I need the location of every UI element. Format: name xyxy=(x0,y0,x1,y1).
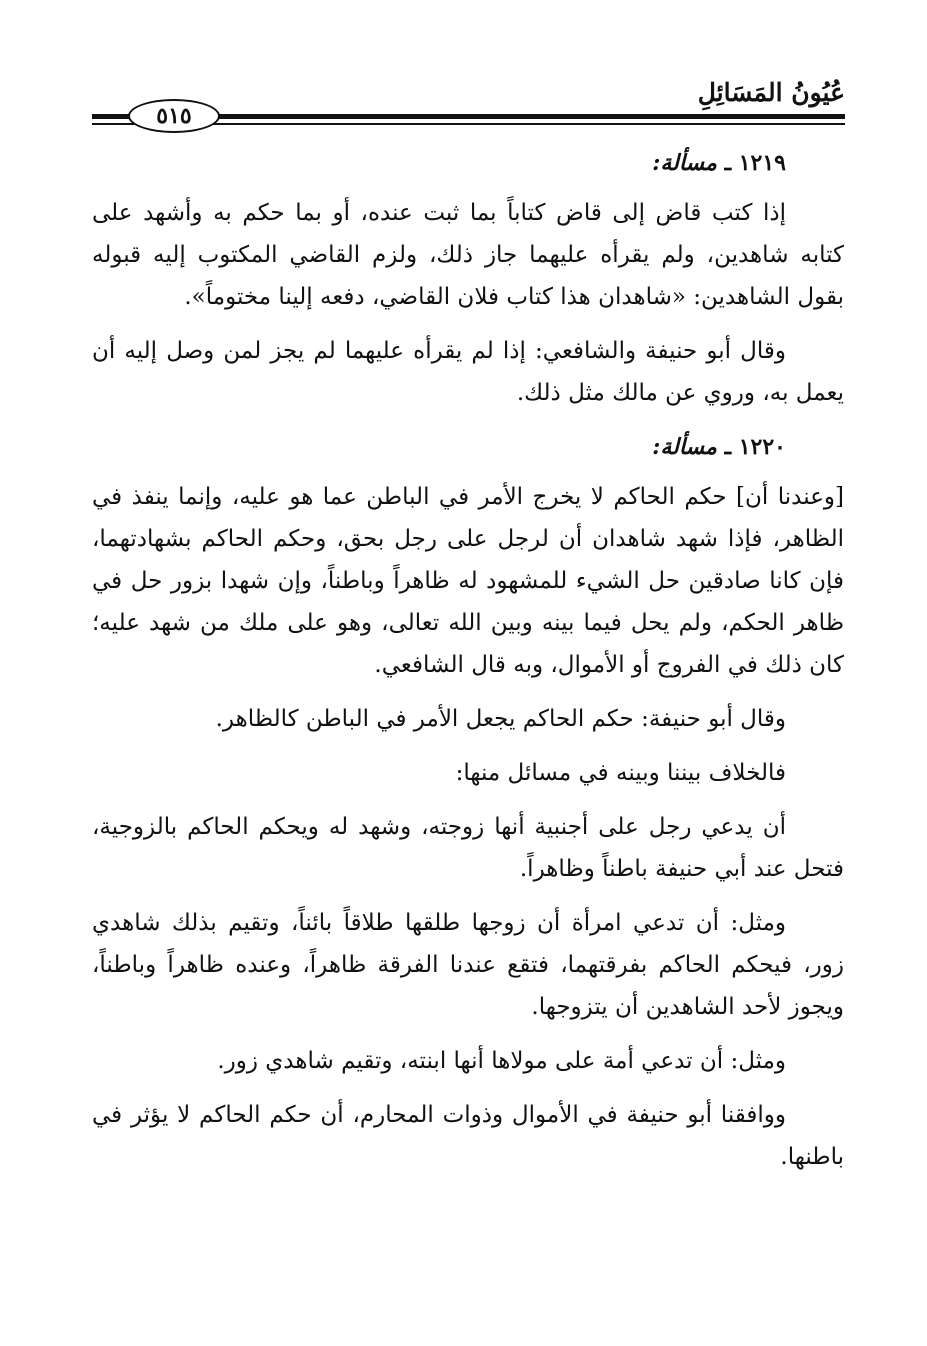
issue-heading-1220: ١٢٢٠ ـ مسألة: xyxy=(652,434,786,460)
page-number: ٥١٥ xyxy=(128,99,220,133)
paragraph: ومثل: أن تدعي امرأة أن زوجها طلقها طلاقاً بائناً، وتقيم بذلك شاهدي زور، فيحكم الحاكم بفرقتهما، فتقع عندنا الفرقة ظاهراً، وعنده ظاهراً وباطناً، ويجوز لأحد الشاهدين أن يتزوجها. xyxy=(92,910,844,1020)
paragraph: أن يدعي رجل على أجنبية أنها زوجته، وشهد له ويحكم الحاكم بالزوجية، فتحل عند أبي حنيفة باطناً وظاهراً. xyxy=(92,814,844,882)
issue-label: مسألة: xyxy=(652,434,717,460)
paragraph: وقال أبو حنيفة: حكم الحاكم يجعل الأمر في الباطن كالظاهر. xyxy=(215,706,786,732)
paragraph: ومثل: أن تدعي أمة على مولاها أنها ابنته، وتقيم شاهدي زور. xyxy=(217,1048,786,1074)
issue-number: ١٢١٩ xyxy=(738,150,786,176)
issue-number: ١٢٢٠ xyxy=(738,434,786,460)
paragraph: [وعندنا أن] حكم الحاكم لا يخرج الأمر في الباطن عما هو عليه، وإنما ينفذ في الظاهر، فإذا شهد شاهدان أن لرجل على رجل بحق، وحكم الحاكم بشهادتهما، فإن كانا صادقين حل الشيء للمشهود له ظاهراً وباطناً، وإن شهدا بزور حل في ظاهر الحكم، ولم يحل فيما بينه وبين الله تعالى، وهو على ملك من شهد عليه؛ كان ذلك في الفروج أو الأموال، وبه قال الشافعي. xyxy=(92,484,845,678)
running-header-title: عُيُونُ المَسَائِلِ xyxy=(697,78,845,107)
issue-heading-1219: ١٢١٩ ـ مسألة: xyxy=(652,150,786,176)
paragraph: إذا كتب قاض إلى قاض كتاباً بما ثبت عنده، أو بما حكم به وأشهد على كتابه شاهدين، ولم يقرأه عليهما جاز ذلك، ولزم القاضي المكتوب إليه قبوله بقول الشاهدين: «شاهدان هذا كتاب فلان القاضي، دفعه إلينا مختوماً». xyxy=(92,200,844,310)
issue-label: مسألة: xyxy=(652,150,717,176)
paragraph: فالخلاف بيننا وبينه في مسائل منها: xyxy=(455,760,786,786)
page-body xyxy=(92,142,844,1190)
paragraph: ووافقنا أبو حنيفة في الأموال وذوات المحارم، أن حكم الحاكم لا يؤثر في باطنها. xyxy=(92,1102,844,1170)
paragraph: وقال أبو حنيفة والشافعي: إذا لم يقرأه عليهما لم يجز لمن وصل إليه أن يعمل به، وروي عن مالك مثل ذلك. xyxy=(92,338,844,406)
